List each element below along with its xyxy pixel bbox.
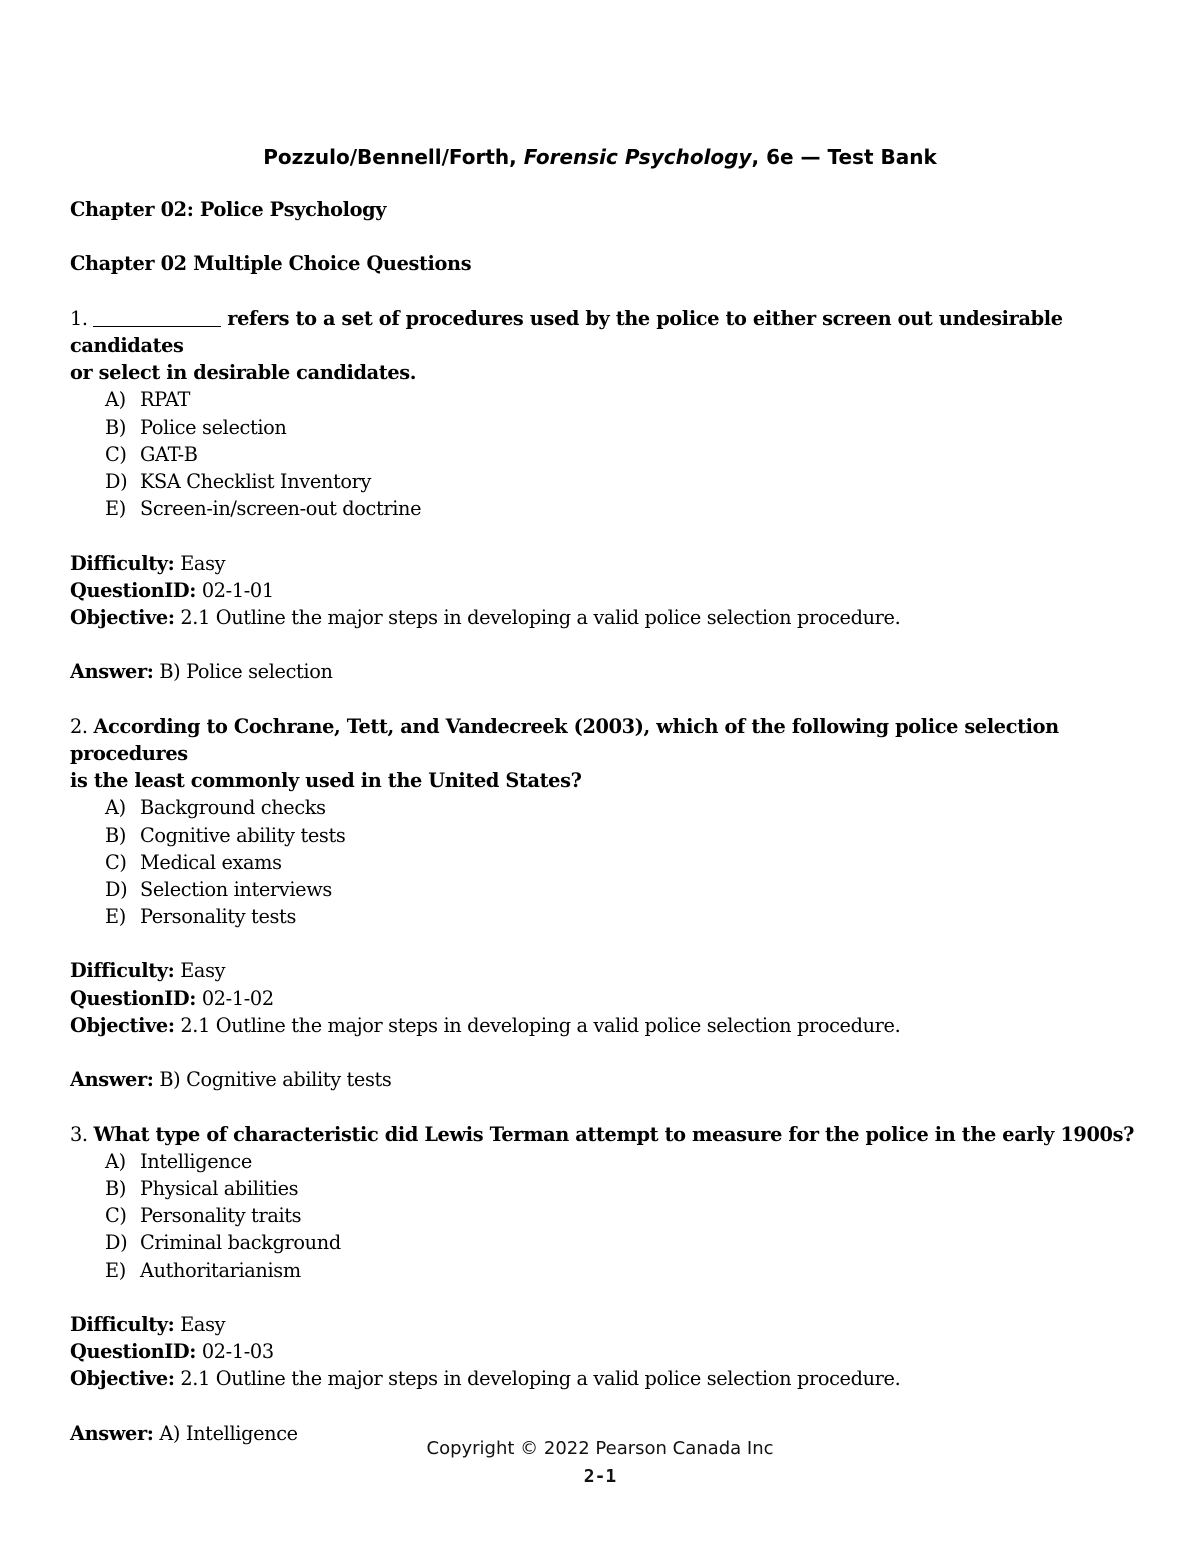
difficulty-value: Easy: [180, 959, 226, 983]
option-c: C) GAT-B: [105, 442, 198, 466]
page-number: 2-1: [583, 1466, 617, 1487]
difficulty-value: Easy: [180, 551, 226, 575]
option-c: C) Medical exams: [105, 850, 282, 874]
difficulty-line: Difficulty: Easy: [70, 551, 226, 575]
option-b: B) Police selection: [105, 415, 287, 439]
question-number: 1.: [70, 306, 88, 330]
option-e: E) Personality tests: [105, 905, 297, 929]
objective-line: Objective: 2.1 Outline the major steps in developing a valid police selection procedure.: [70, 1367, 901, 1391]
answer-value: A) Intelligence: [159, 1421, 298, 1445]
question-3: [70, 1121, 1140, 1447]
answer-line: Answer: B) Cognitive ability tests: [70, 1068, 392, 1092]
edition-label: , 6e — Test Bank: [751, 145, 937, 169]
question-2: [70, 713, 1140, 1094]
option-e: E) Authoritarianism: [105, 1258, 301, 1282]
difficulty-line: Difficulty: Easy: [70, 959, 226, 983]
question-number: 3.: [70, 1122, 88, 1146]
option-c: C) Personality traits: [105, 1204, 302, 1228]
question-id-line: QuestionID: 02-1-02: [70, 986, 274, 1010]
book-title: Forensic Psychology: [523, 145, 752, 169]
question-text-continued: is the least commonly used in the United States?: [70, 769, 582, 793]
book-authors: Pozzulo/Bennell/Forth,: [263, 145, 517, 169]
question-stem: [70, 305, 1140, 359]
question-1: [70, 305, 1140, 686]
chapter-title: Chapter 02: Police Psychology: [70, 198, 387, 221]
option-a: A) Background checks: [105, 796, 326, 820]
answer-options: [70, 386, 1140, 522]
question-id-value: 02-1-03: [201, 1340, 274, 1364]
answer-line: Answer: A) Intelligence: [70, 1421, 298, 1445]
option-a: A) RPAT: [105, 388, 191, 412]
question-id-value: 02-1-01: [201, 578, 274, 602]
answer-line: Answer: B) Police selection: [70, 660, 333, 684]
answer-options: [70, 794, 1140, 930]
objective-value: 2.1 Outline the major steps in developing a valid police selection procedure.: [180, 1367, 901, 1391]
option-d: D) KSA Checklist Inventory: [105, 469, 372, 493]
option-e: E) Screen-in/screen-out doctrine: [105, 497, 422, 521]
question-stem: [70, 1121, 1140, 1148]
difficulty-line: Difficulty: Easy: [70, 1312, 226, 1336]
question-id-line: QuestionID: 02-1-01: [70, 578, 274, 602]
question-id-value: 02-1-02: [201, 986, 274, 1010]
difficulty-value: Easy: [180, 1312, 226, 1336]
objective-value: 2.1 Outline the major steps in developing a valid police selection procedure.: [180, 1013, 901, 1037]
section-title: Chapter 02 Multiple Choice Questions: [70, 252, 472, 276]
copyright-notice: Copyright © 2022 Pearson Canada Inc: [426, 1438, 774, 1459]
document-body: [70, 196, 1140, 1447]
option-b: B) Cognitive ability tests: [105, 823, 346, 847]
question-id-line: QuestionID: 02-1-03: [70, 1340, 274, 1364]
option-b: B) Physical abilities: [105, 1177, 299, 1201]
fill-in-blank: [93, 307, 221, 327]
question-text: What type of characteristic did Lewis Terman attempt to measure for the police in the early 1900s?: [93, 1122, 1135, 1146]
answer-value: B) Cognitive ability tests: [159, 1068, 392, 1092]
option-d: D) Criminal background: [105, 1231, 341, 1255]
page-footer: [0, 1435, 1200, 1491]
option-d: D) Selection interviews: [105, 877, 332, 901]
objective-line: Objective: 2.1 Outline the major steps in developing a valid police selection procedure.: [70, 1013, 901, 1037]
objective-line: Objective: 2.1 Outline the major steps in developing a valid police selection procedure.: [70, 605, 901, 629]
option-a: A) Intelligence: [105, 1149, 252, 1173]
objective-value: 2.1 Outline the major steps in developing a valid police selection procedure.: [180, 605, 901, 629]
question-text-continued: or select in desirable candidates.: [70, 361, 417, 385]
answer-options: [70, 1148, 1140, 1284]
question-stem: [70, 713, 1140, 767]
question-text: refers to a set of procedures used by the police to either screen out undesirable candidates: [70, 306, 1063, 357]
question-text: According to Cochrane, Tett, and Vandecreek (2003), which of the following police selection procedures: [70, 714, 1059, 765]
question-number: 2.: [70, 714, 88, 738]
answer-value: B) Police selection: [159, 660, 333, 684]
page-title: [0, 143, 1200, 171]
